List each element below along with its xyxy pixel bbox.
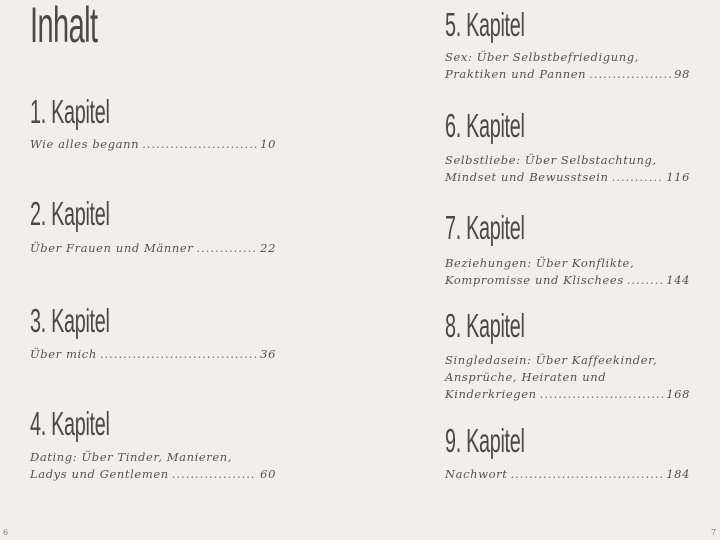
page-number: 36 [260, 347, 276, 361]
chapter-3 [30, 301, 276, 363]
page-title: Inhalt [30, 0, 98, 53]
page-folio-right: 7 [711, 528, 717, 537]
chapter-1 [30, 92, 276, 153]
toc-entry[interactable] [30, 449, 276, 483]
toc-entry-line: Sex: Über Selbstbefriedigung, [445, 50, 639, 64]
toc-entry-line [445, 66, 690, 83]
page-number: 184 [666, 467, 690, 481]
toc-entry-line [30, 240, 276, 257]
toc-entry[interactable] [445, 352, 690, 403]
dot-leader [142, 136, 257, 153]
toc-entry[interactable] [445, 255, 690, 289]
toc-entry[interactable] [30, 240, 276, 257]
toc-entry-line [30, 136, 276, 153]
toc-entry-line: Selbstliebe: Über Selbstachtung, [445, 153, 657, 167]
chapter-heading: 4. Kapitel [30, 405, 110, 442]
toc-entry-text: Über mich [30, 347, 97, 361]
dot-leader [196, 240, 257, 257]
chapter-heading: 6. Kapitel [445, 107, 525, 144]
toc-entry-text: Nachwort [445, 467, 508, 481]
dot-leader [612, 169, 664, 186]
toc-entry-text: Praktiken und Pannen [445, 67, 587, 81]
chapter-heading: 1. Kapitel [30, 93, 110, 130]
chapter-heading: 9. Kapitel [445, 422, 525, 459]
chapter-2 [30, 194, 276, 257]
toc-entry[interactable] [445, 152, 690, 186]
chapter-9 [445, 421, 690, 483]
chapter-8 [445, 306, 690, 403]
toc-entry-text: Kompromisse und Klischees [445, 273, 624, 287]
toc-entry-line: Dating: Über Tinder, Manieren, [30, 450, 233, 464]
chapter-6 [445, 106, 690, 186]
page-number: 116 [666, 170, 690, 184]
chapter-heading: 5. Kapitel [445, 6, 525, 43]
toc-entry-text: Mindset und Bewusstsein [445, 170, 609, 184]
chapter-heading: 3. Kapitel [30, 302, 110, 339]
page-number: 22 [260, 241, 276, 255]
chapter-5 [445, 5, 690, 83]
toc-entry[interactable] [30, 346, 276, 363]
toc-entry[interactable] [445, 49, 690, 83]
toc-entry-line: Ansprüche, Heiraten und [445, 370, 607, 384]
toc-entry-text: Über Frauen und Männer [30, 241, 194, 255]
dot-leader [589, 66, 671, 83]
page-number: 98 [674, 67, 690, 81]
toc-entry-line [445, 272, 690, 289]
toc-entry[interactable] [30, 136, 276, 153]
chapter-heading: 2. Kapitel [30, 195, 110, 232]
chapter-7 [445, 208, 690, 289]
page-number: 10 [260, 137, 276, 151]
page-folio-left: 6 [3, 528, 9, 537]
toc-entry-line: Singledasein: Über Kaffeekinder, [445, 353, 658, 367]
chapter-heading: 8. Kapitel [445, 307, 525, 344]
toc-entry-text: Wie alles begann [30, 137, 140, 151]
chapter-4 [30, 404, 276, 483]
dot-leader [510, 466, 663, 483]
toc-entry-line [30, 466, 276, 483]
dot-leader [172, 466, 257, 483]
toc-entry-line [445, 466, 690, 483]
toc-entry-line [445, 386, 690, 403]
toc-entry-line: Beziehungen: Über Konflikte, [445, 256, 635, 270]
dot-leader [540, 386, 664, 403]
toc-entry[interactable] [445, 466, 690, 483]
toc-entry-line [30, 346, 276, 363]
toc-entry-text: Kinderkriegen [445, 387, 537, 401]
page-number: 144 [666, 273, 690, 287]
chapter-heading: 7. Kapitel [445, 209, 525, 246]
page-number: 60 [260, 467, 276, 481]
dot-leader [100, 346, 257, 363]
page-number: 168 [666, 387, 690, 401]
toc-entry-line [445, 169, 690, 186]
dot-leader [627, 272, 663, 289]
toc-entry-text: Ladys und Gentlemen [30, 467, 169, 481]
